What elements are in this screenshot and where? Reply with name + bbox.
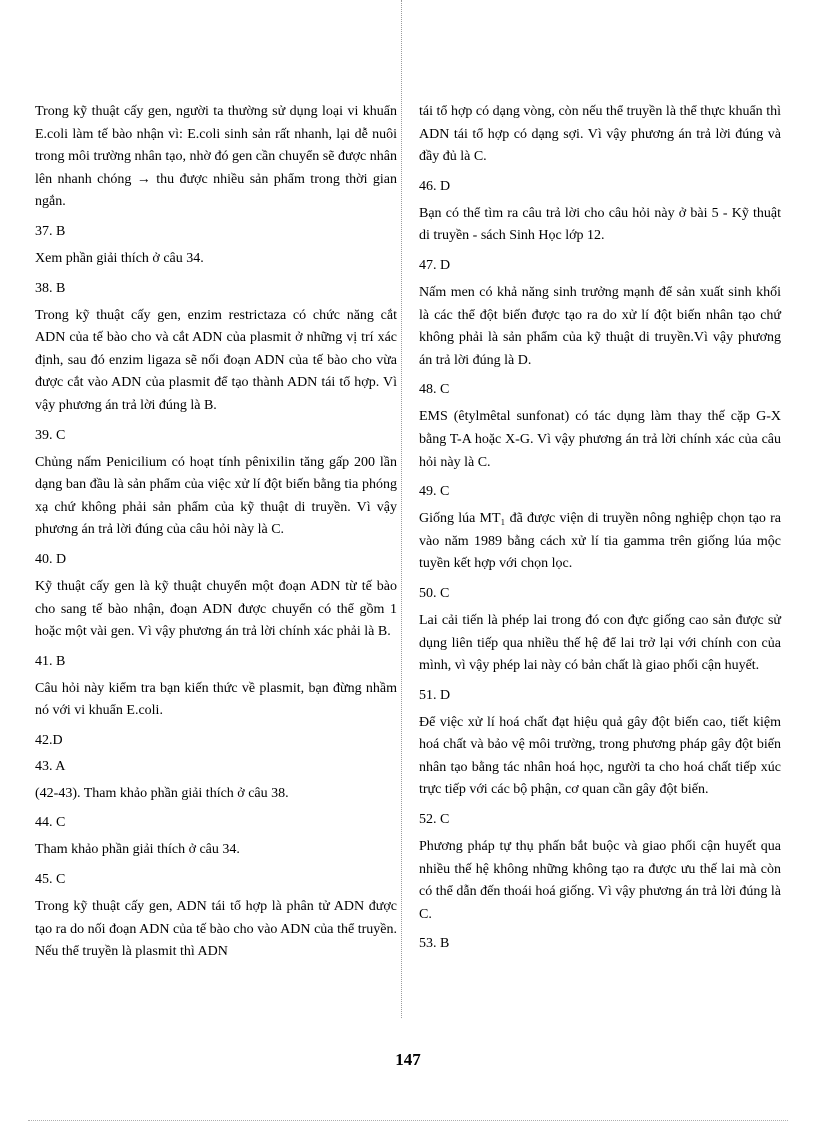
answer-label: 45. C [35, 872, 66, 888]
explanation-paragraph: Nấm men có khả năng sinh trưởng mạnh để sản xuất sinh khối là các thể đột biến được tạo ra do xử lí đột biến nhân tạo chứ không phải là sản phẩm của kỹ thuật di truyền.Vì vậy phương án trả lời đúng là D. [419, 284, 781, 368]
answer-label: 40. D [35, 551, 67, 567]
explanation-paragraph: Trong kỹ thuật cấy gen, enzim restrictaza có chức năng cắt ADN của tế bào cho và cắt ADN của plasmit ở những vị trí xác định, sau đó enzim ligaza sẽ nối đoạn ADN của tế bào cho vừa được cắt vào ADN của plasmit để tạo thành ADN tái tổ hợp. Vì vậy phương án trả lời đúng là B. [35, 307, 397, 413]
bottom-rule [28, 1120, 788, 1121]
answer-label: 42.D [35, 732, 63, 748]
explanation-paragraph: Câu hỏi này kiểm tra bạn kiến thức về plasmit, bạn đừng nhầm nó với vi khuẩn E.coli. [35, 680, 397, 719]
answer-label: 46. D [419, 178, 451, 194]
explanation-paragraph: tái tổ hợp có dạng vòng, còn nếu thể truyền là thể thực khuẩn thì ADN tái tổ hợp có dạng sợi. Vì vậy phương án trả lời đúng và đầy đủ là C. [419, 104, 781, 165]
answer-label: 48. C [419, 382, 450, 398]
explanation-paragraph: Kỹ thuật cấy gen là kỹ thuật chuyển một đoạn ADN từ tế bào cho sang tế bào nhận, đoạn ADN được chuyển có thể gồm 1 hoặc một vài gen. Vì vậy phương án trả lời chính xác phải là B. [35, 578, 397, 640]
explanation-paragraph: Bạn có thể tìm ra câu trả lời cho câu hỏi này ở bài 5 - Kỹ thuật di truyền - sách Sinh Học lớp 12. [419, 205, 781, 244]
explanation-paragraph: Trong kỹ thuật cấy gen, ADN tái tổ hợp là phân tử ADN được tạo ra do nối đoạn ADN của tế bào cho vào ADN của thể truyền. Nếu thể truyền là plasmit thì ADN [35, 899, 397, 960]
answer-label: 53. B [419, 936, 450, 952]
explanation-paragraph: Chủng nấm Penicilium có hoạt tính pênixilin tăng gấp 200 lần dạng ban đầu là sản phẩm của việc xử lí đột biến bằng tia phóng xạ chứ không phải sản phẩm của kỹ thuật di truyền. Vì vậy phương án trả lời đúng của câu hỏi này là C. [35, 454, 397, 538]
answer-label: 41. B [35, 653, 66, 669]
explanation-paragraph: Phương pháp tự thụ phấn bắt buộc và giao phối cận huyết qua nhiều thế hệ không những không tạo ra được ưu thế lai mà còn có thể dẫn đến thoái hoá giống. Vì vậy phương án trả lời đúng là C. [419, 839, 781, 922]
answer-label: 50. C [419, 585, 450, 601]
page-number: 147 [395, 1050, 421, 1069]
answer-label: 47. D [419, 257, 451, 273]
answer-label: 51. D [419, 687, 451, 703]
left-column [35, 101, 397, 972]
explanation-paragraph: Để việc xử lí hoá chất đạt hiệu quả gây đột biến cao, tiết kiệm hoá chất và bảo vệ môi trường, trong phương pháp gây đột biến nhân tạo bằng tác nhân hoá học, người ta cho hoá chất tiếp xúc trực tiếp với các bộ phận, cơ quan cần gây đột biến. [419, 714, 781, 798]
answer-label: 43. A [35, 758, 66, 774]
answer-label: 38. B [35, 280, 66, 296]
answer-label: 37. B [35, 223, 66, 239]
right-column [419, 101, 781, 960]
explanation-paragraph: Tham khảo phần giải thích ở câu 34. [35, 842, 240, 858]
explanation-paragraph: (42-43). Tham khảo phần giải thích ở câu 38. [35, 785, 289, 801]
explanation-paragraph: EMS (êtylmêtal sunfonat) có tác dụng làm thay thế cặp G-X bằng T-A hoặc X-G. Vì vậy phương án trả lời chính xác của câu hỏi này là C. [419, 409, 781, 470]
explanation-paragraph: Giống lúa MT₁ đã được viện di truyền nông nghiệp chọn tạo ra vào năm 1989 bằng cách xử lí tia gamma trên giống lúa mộc tuyền kết hợp với chọn lọc. [419, 511, 781, 572]
explanation-paragraph: Xem phần giải thích ở câu 34. [35, 250, 204, 266]
explanation-paragraph: Trong kỹ thuật cấy gen, người ta thường sử dụng loại vi khuẩn E.coli làm tế bào nhận vì: E.coli sinh sản rất nhanh, lại dễ nuôi trong môi trường nhân tạo, nhờ đó gen cần chuyển sẽ được nhân lên nhanh chóng → thu được nhiều sản phẩm trong thời gian ngắn. [35, 104, 397, 210]
column-divider [401, 0, 402, 1018]
explanation-paragraph: Lai cải tiến là phép lai trong đó con đực giống cao sản được sử dụng liên tiếp qua nhiều thế hệ để lai trở lại với chính con của mình, vì vậy phép lai này có bản chất là giao phối cận huyết. [419, 612, 781, 674]
answer-label: 52. C [419, 812, 450, 828]
answer-label: 39. C [35, 427, 66, 443]
answer-label: 44. C [35, 815, 66, 831]
answer-label: 49. C [419, 484, 450, 500]
